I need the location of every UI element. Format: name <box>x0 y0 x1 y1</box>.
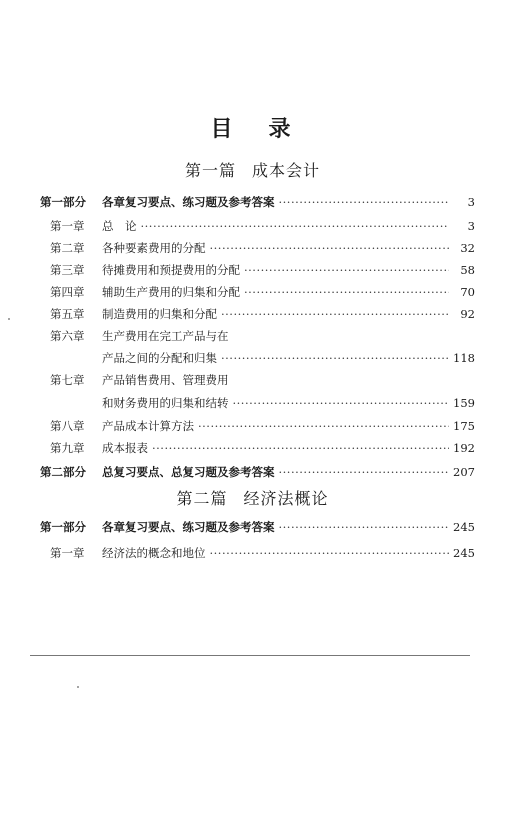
toc-entry-page: 175 <box>453 419 475 433</box>
toc-entry-page: 70 <box>460 285 475 299</box>
toc-entry-chapter3 <box>40 262 475 280</box>
toc-entry-label: 第八章 <box>50 419 85 433</box>
horizontal-rule <box>30 655 470 656</box>
toc-entry-chapter8 <box>40 418 475 436</box>
toc-entry-label: 第二部分 <box>40 465 86 479</box>
dot-leader <box>279 520 450 534</box>
dot-leader <box>198 419 449 433</box>
toc-entry-label: 第一章 <box>50 546 85 560</box>
toc-entry-text: 辅助生产费用的归集和分配 <box>102 285 240 299</box>
toc-entry-chapter7 <box>40 372 475 390</box>
dot-leader <box>221 307 449 321</box>
part1-heading <box>0 158 505 181</box>
scan-speck <box>77 686 79 688</box>
toc-entry-label: 第四章 <box>50 285 85 299</box>
toc-entry-text: 各章复习要点、练习题及参考答案 <box>102 520 275 534</box>
toc-entry-text: 和财务费用的归集和结转 <box>102 396 229 410</box>
toc-entry-page: 245 <box>453 546 475 560</box>
dot-leader <box>279 195 450 209</box>
toc-entry-chapter9 <box>40 440 475 458</box>
toc-entry-label: 第一部分 <box>40 195 86 209</box>
part1-heading-name: 成本会计 <box>252 161 321 180</box>
dot-leader <box>210 241 450 255</box>
toc-entry-chapter2 <box>40 240 475 258</box>
toc-entry-label: 第九章 <box>50 441 85 455</box>
toc-entry-text: 总复习要点、总复习题及参考答案 <box>102 465 275 479</box>
page-title <box>0 112 505 143</box>
toc-entry-page: 92 <box>460 307 475 321</box>
dot-leader <box>244 263 449 277</box>
dot-leader <box>244 285 449 299</box>
toc-entry-text: 待摊费用和预提费用的分配 <box>102 263 240 277</box>
part2-heading-number: 第二篇 <box>176 489 228 508</box>
toc-entry-page: 245 <box>453 520 475 534</box>
toc-entry-label: 第三章 <box>50 263 85 277</box>
dot-leader <box>210 546 450 560</box>
toc-entry-chapter6 <box>40 328 475 346</box>
toc-entry-page: 159 <box>453 396 475 410</box>
title-left-char: 目 <box>210 117 237 142</box>
toc-entry-part2-chapter1 <box>40 545 475 563</box>
dot-leader <box>233 396 450 410</box>
toc-entry-part1-section1 <box>40 194 475 212</box>
toc-entry-label: 第五章 <box>50 307 85 321</box>
toc-entry-label: 第一部分 <box>40 520 86 534</box>
toc-entry-label: 第七章 <box>50 373 85 387</box>
title-right-char: 录 <box>268 117 295 142</box>
dot-leader <box>152 441 449 455</box>
toc-entry-chapter5 <box>40 306 475 324</box>
toc-entry-label: 第二章 <box>50 241 85 255</box>
toc-entry-chapter1 <box>40 218 475 236</box>
toc-entry-text: 成本报表 <box>102 441 148 455</box>
toc-entry-label: 第六章 <box>50 329 85 343</box>
toc-entry-page: 192 <box>453 441 475 455</box>
toc-entry-part2-section1 <box>40 519 475 537</box>
dot-leader <box>221 351 449 365</box>
scan-speck <box>8 318 10 320</box>
toc-entry-text: 产品销售费用、管理费用 <box>102 373 229 387</box>
toc-entry-text: 经济法的概念和地位 <box>102 546 206 560</box>
toc-entry-page: 207 <box>453 465 475 479</box>
toc-entry-chapter4 <box>40 284 475 302</box>
toc-entry-text: 制造费用的归集和分配 <box>102 307 217 321</box>
toc-entry-text: 各种要素费用的分配 <box>102 241 206 255</box>
toc-entry-text: 产品之间的分配和归集 <box>102 351 217 365</box>
toc-entry-chapter7-cont <box>40 395 475 413</box>
toc-entry-text: 产品成本计算方法 <box>102 419 194 433</box>
toc-entry-page: 32 <box>460 241 475 255</box>
toc-entry-text: 生产费用在完工产品与在 <box>102 329 229 343</box>
dot-leader <box>279 465 450 479</box>
toc-entry-part1-section2 <box>40 464 475 482</box>
part2-heading <box>0 486 505 509</box>
part2-heading-name: 经济法概论 <box>243 489 329 508</box>
dot-leader <box>141 219 450 233</box>
toc-entry-chapter6-cont <box>40 350 475 368</box>
part1-heading-number: 第一篇 <box>184 161 236 180</box>
toc-entry-page: 118 <box>453 351 475 365</box>
toc-entry-label: 第一章 <box>50 219 85 233</box>
toc-entry-page: 3 <box>467 219 475 233</box>
toc-entry-page: 3 <box>467 195 475 209</box>
toc-entry-text: 各章复习要点、练习题及参考答案 <box>102 195 275 209</box>
toc-entry-text: 总 论 <box>102 219 137 233</box>
toc-entry-page: 58 <box>460 263 475 277</box>
